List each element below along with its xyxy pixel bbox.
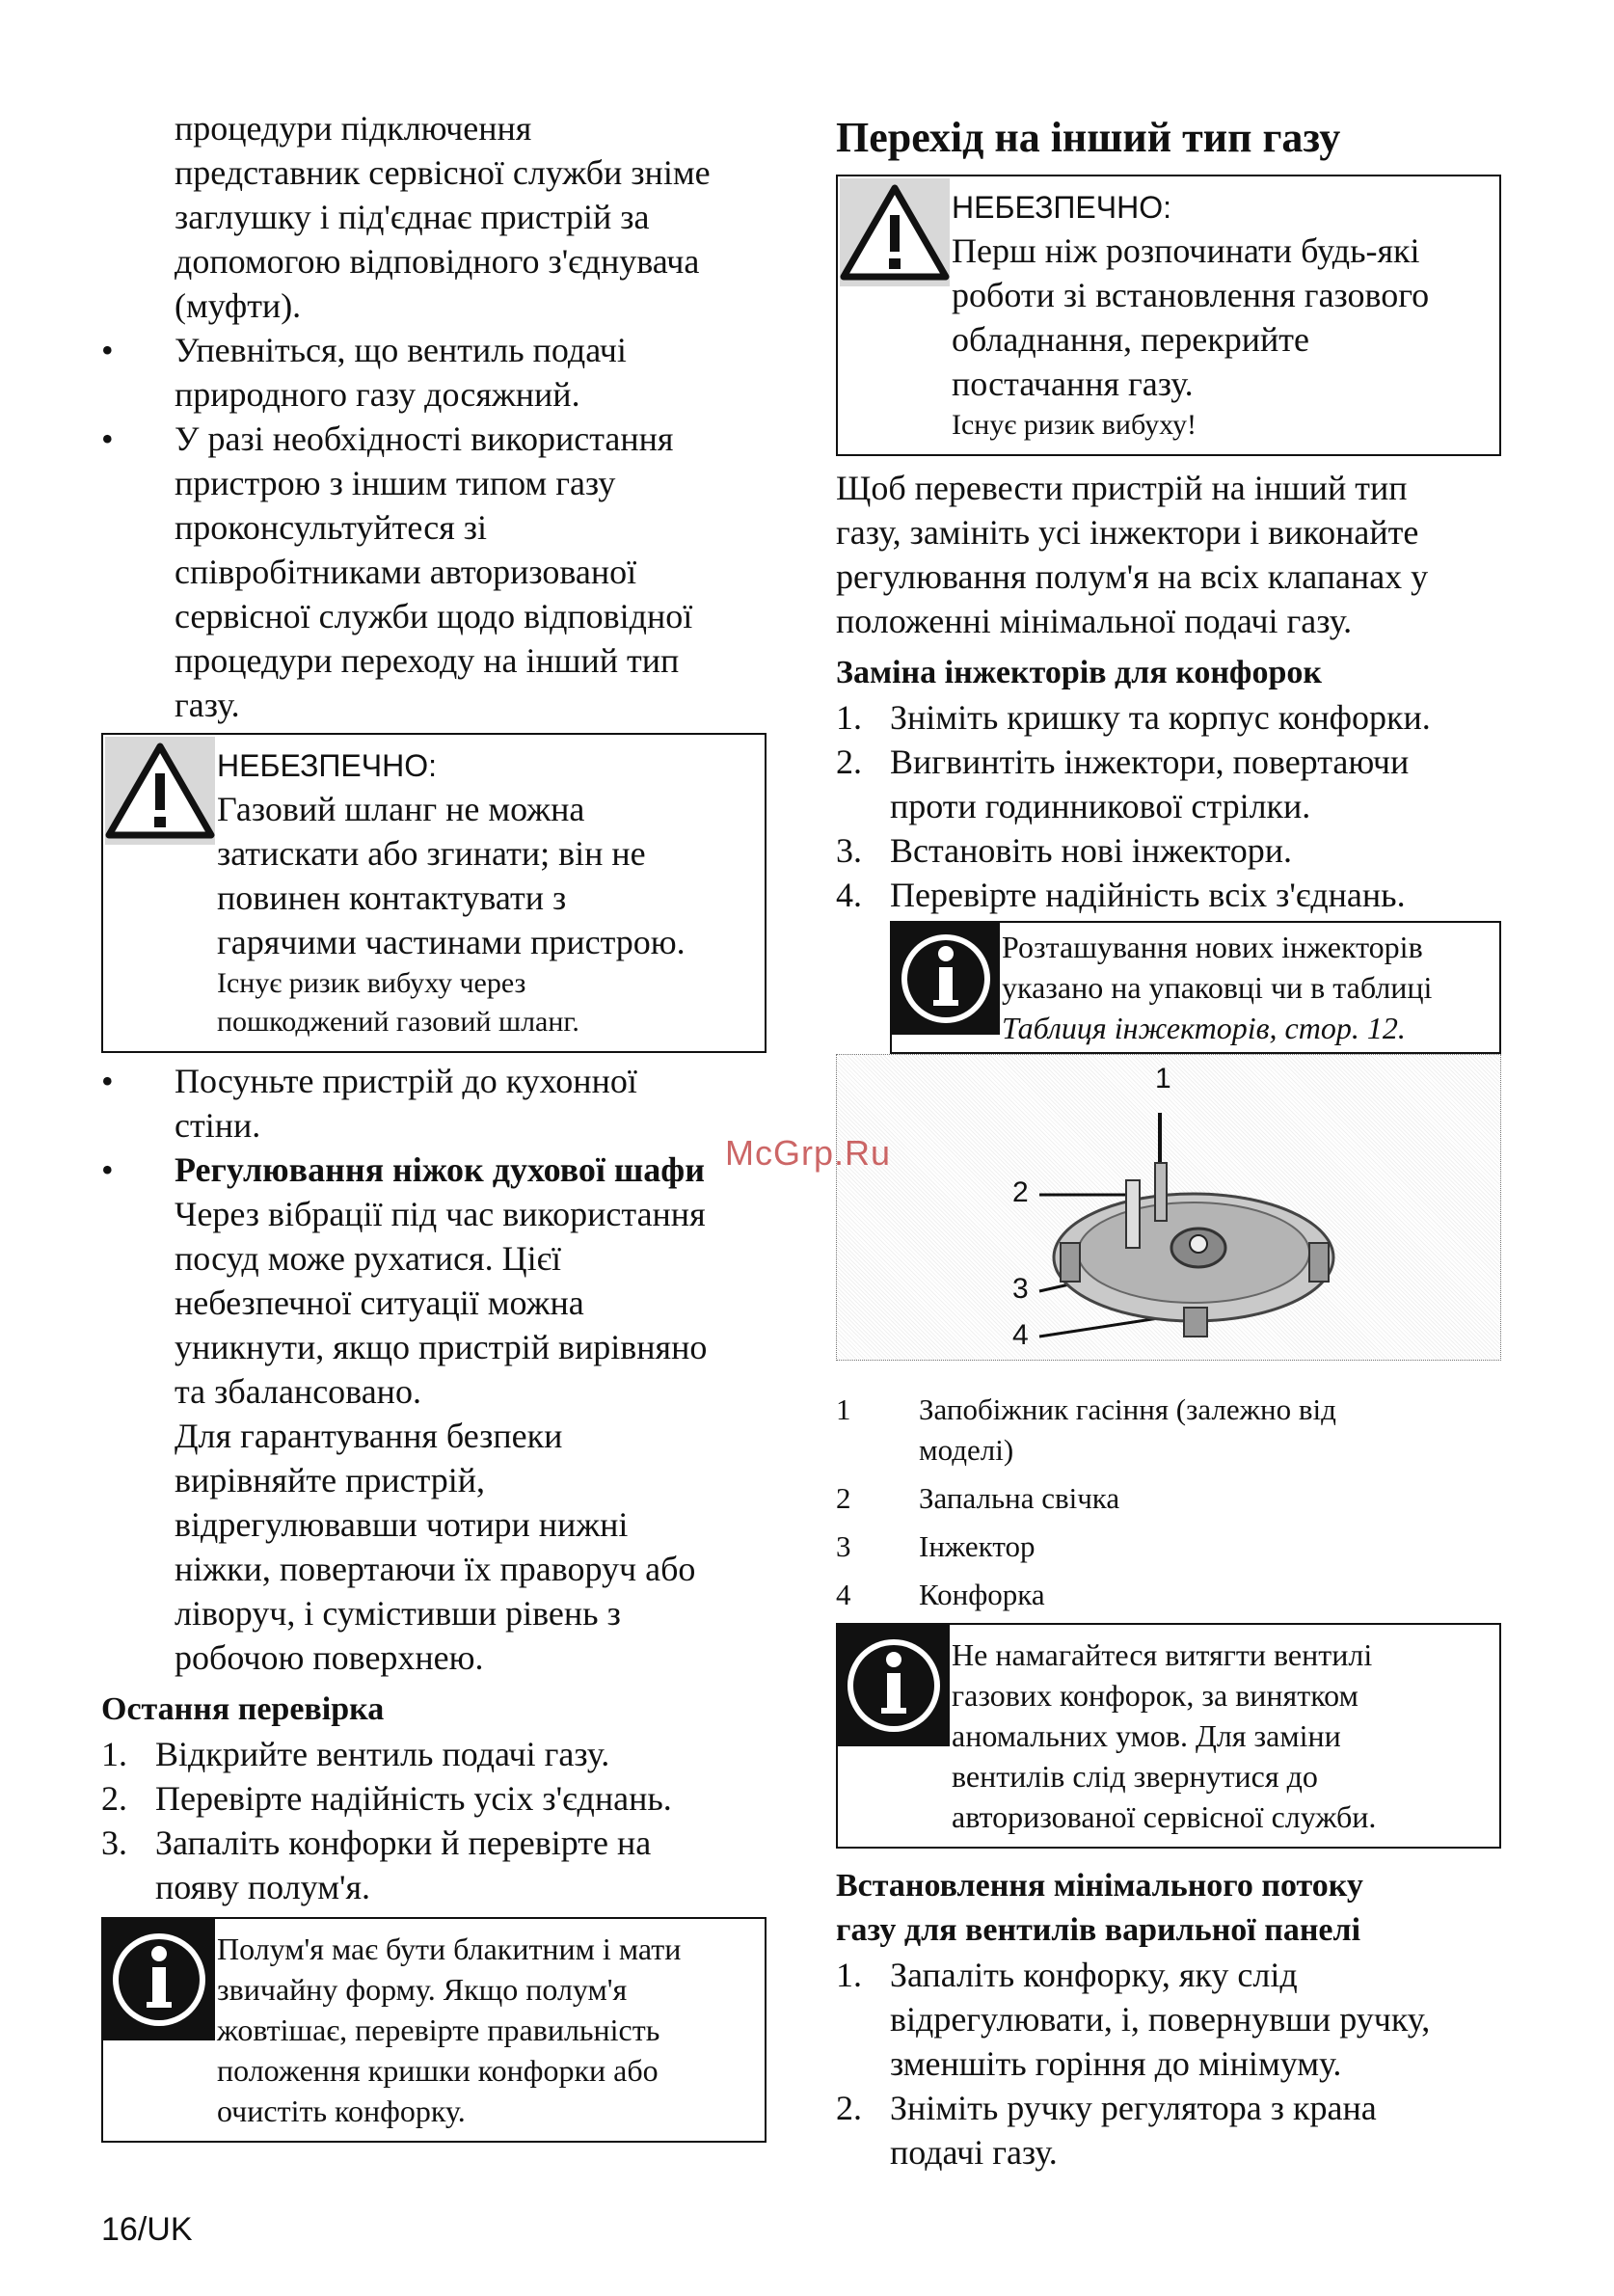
burner-diagram [836, 1054, 1501, 1361]
page-number: 16/UK [101, 2211, 193, 2248]
legend-item: 3 Інжектор [836, 1529, 1036, 1563]
min-flow-heading: Встановлення мінімального потоку газу для вентилів варильної панелі [836, 1868, 1363, 1948]
injector-step: 2. Вигвинтіть інжектори, повертаючи проти годинникової стрілки. [836, 743, 1410, 825]
injector-step: 1. Зніміть кришку та корпус конфорки. [836, 698, 1431, 737]
warning-box-gas-supply [836, 175, 1501, 456]
warning-text: Газовий шланг не можна затискати або згинати; він не повинен контактувати з гарячими частинами пристрою. [217, 790, 686, 961]
burner-illustration [837, 1055, 1500, 1358]
info-box-flame: Полум'я має бути блакитним і мати звичайну форму. Якщо полум'я жовтішає, перевірте правильність положення кришки конфорки або очистіть конфорку. [101, 1917, 767, 2143]
intro-text: процедури підключення представник сервісної служби зніме заглушку і під'єднає пристрій за допомогою відповідного з'єднувача (муфти). [175, 109, 711, 325]
legend-item: 4 Конфорка [836, 1578, 1045, 1611]
injector-step: 3. Встановіть нові інжектори. [836, 831, 1293, 870]
legend-item: 1 Запобіжник гасіння (залежно від моделі) [836, 1392, 1336, 1467]
watermark: McGrp.Ru [725, 1133, 892, 1173]
final-check-heading: Остання перевірка [101, 1691, 385, 1727]
warning-risk: Існує ризик вибуху! [952, 409, 1197, 441]
warning-heading: НЕБЕЗПЕЧНО: [952, 190, 1171, 225]
info-icon [892, 923, 1000, 1040]
final-check-step: 2. Перевірте надійність усіх з'єднань. [101, 1779, 672, 1818]
right-column [836, 111, 1501, 2174]
info-box-injectors: Розташування нових інжекторів указано на упаковці чи в таблиці Таблиця інжекторів, стор. 12. [890, 921, 1501, 1054]
injector-step: 4. Перевірте надійність всіх з'єднань. [836, 876, 1406, 914]
bullet-wall: • Посуньте пристрій до кухонної стіни. [101, 1062, 637, 1145]
min-flow-step: 1. Запаліть конфорку, яку слід відрегулювати, і, повернувши ручку, зменшіть горіння до мінімуму. [836, 1956, 1431, 2083]
info-icon [838, 1625, 950, 1751]
warning-triangle-icon [838, 176, 952, 293]
figure-legend [836, 1390, 1501, 1615]
warning-risk: Існує ризик вибуху через пошкоджений газовий шланг. [217, 967, 579, 1038]
warning-box-hose [101, 733, 767, 1053]
injectors-heading: Заміна інжекторів для конфорок [836, 655, 1322, 690]
warning-triangle-icon [103, 735, 217, 851]
final-check-step: 1. Відкрийте вентиль подачі газу. [101, 1735, 610, 1773]
oven-feet-title: Регулювання ніжок духової шафи [175, 1150, 705, 1189]
bullet-valve-access: • Упевніться, що вентиль подачі природного газу досяжний. [101, 331, 627, 414]
info-icon [103, 1919, 215, 2045]
min-flow-step: 2. Зніміть ручку регулятора з крана подачі газу. [836, 2089, 1377, 2172]
info-box-valves: Не намагайтеся витягти вентилі газових конфорок, за винятком аномальних умов. Для заміни вентилів слід звернутися до авторизованої сервісної служби. [836, 1623, 1501, 1849]
warning-text: Перш ніж розпочинати будь-які роботи зі встановлення газового обладнання, перекрийте постачання газу. [952, 231, 1430, 403]
final-check-step: 3. Запаліть конфорки й перевірте на появу полум'я. [101, 1823, 652, 1906]
bullet-oven-feet: • Регулювання ніжок духової шафи Через вібрації під час використання посуд може рухатися. Цієї небезпечної ситуації можна уникнути, якщо пристрій вирівняно та збалансовано. Для гарантування безпеки вирівняйте пристрій, відрегулювавши чотири нижні ніжки, повертаючи їх праворуч або ліворуч, і сумістивши рівень з робочою поверхнею. [101, 1148, 767, 1680]
legend-item: 2 Запальна свічка [836, 1481, 1120, 1515]
bullet-other-gas: • У разі необхідності використання пристрою з іншим типом газу проконсультуйтеся зі співробітниками авторизованої сервісної служби щодо відповідної процедури переходу на інший тип газу. [101, 419, 693, 724]
section-title: Перехід на інший тип газу [836, 114, 1341, 161]
figure-label-3: 3 [1012, 1273, 1029, 1305]
figure-label-2: 2 [1012, 1176, 1029, 1208]
left-column [101, 106, 767, 2148]
conversion-intro: Щоб перевести пристрій на інший тип газу, замініть усі інжектори і виконайте регулювання полум'я на всіх клапанах у положенні мінімальної подачі газу. [836, 469, 1429, 640]
warning-heading: НЕБЕЗПЕЧНО: [217, 748, 437, 783]
figure-label-4: 4 [1012, 1319, 1029, 1351]
figure-label-1: 1 [1155, 1063, 1171, 1094]
